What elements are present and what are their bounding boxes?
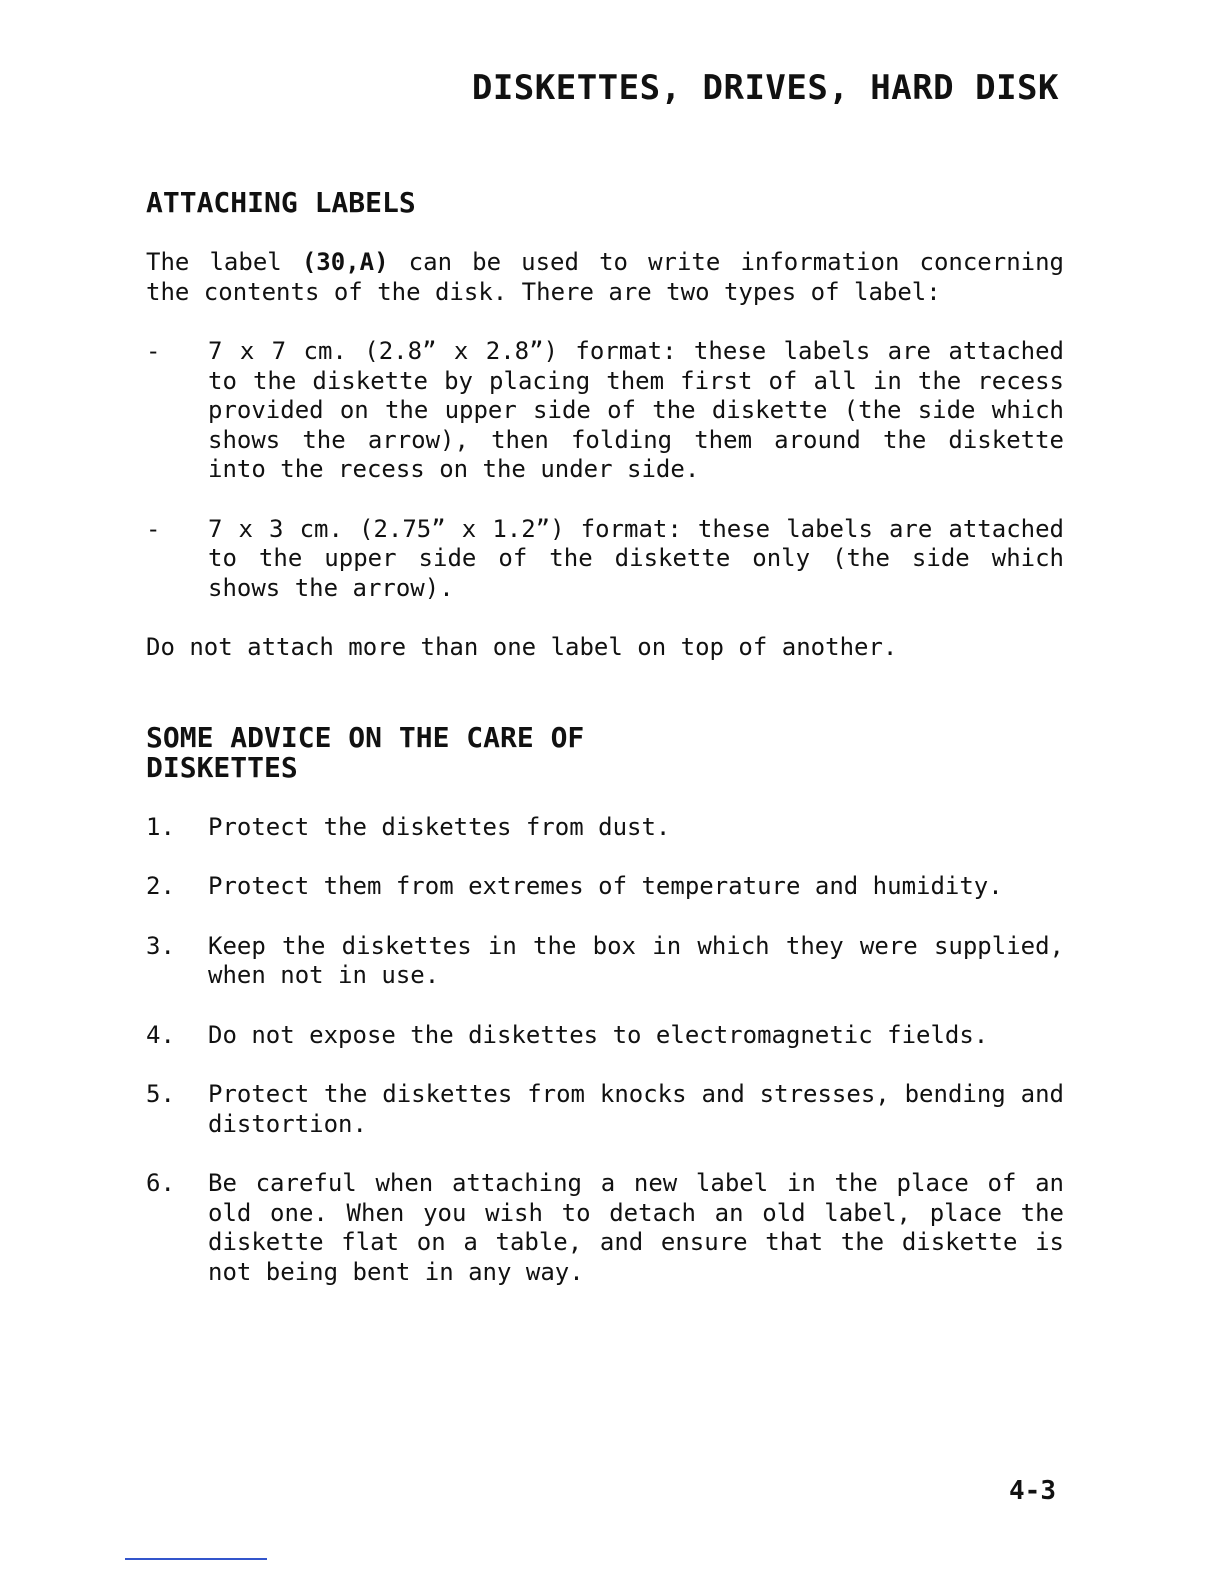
label-format-item — [146, 337, 1064, 485]
item-number: 4. — [146, 1020, 175, 1049]
item-number: 1. — [146, 812, 175, 841]
advice-text: Be careful when attaching a new label in the place of an old one. When you wish to detach an old label, place the diskette flat on a table, and ensure that the diskette is not being bent in any way. — [208, 1169, 1064, 1286]
intro-paragraph — [146, 248, 1064, 307]
label-format-text: 7 x 7 cm. (2.8” x 2.8”) format: these labels are attached to the diskette by placing them first of all in the recess provided on the upper side of the diskette (the side which shows the arrow), then folding them around the diskette into the recess on the under side. — [208, 337, 1064, 483]
item-number: 5. — [146, 1080, 175, 1108]
section-title-attaching-labels: ATTACHING LABELS — [146, 186, 416, 219]
advice-item — [146, 932, 1064, 991]
closing-note: Do not attach more than one label on top of another. — [146, 633, 898, 661]
bullet-marker: - — [146, 337, 161, 365]
label-format-text: 7 x 3 cm. (2.75” x 1.2”) format: these labels are attached to the upper side of the diskette only (the side which shows the arrow). — [208, 514, 1064, 602]
section-title-line: DISKETTES — [146, 750, 298, 784]
advice-text: Do not expose the diskettes to electromagnetic fields. — [208, 1020, 989, 1049]
intro-text-end: can be used to write information concerning the contents of the disk. There are two types of label: — [146, 248, 1065, 306]
advice-item — [146, 1021, 1064, 1051]
item-number: 6. — [146, 1169, 175, 1197]
page-number: 4-3 — [1009, 1476, 1056, 1506]
section-title-care-of-diskettes — [146, 720, 1064, 784]
advice-text: Protect them from extremes of temperature and humidity. — [208, 872, 1003, 900]
advice-item — [146, 1169, 1064, 1287]
page-content — [146, 188, 1064, 1287]
item-number: 3. — [146, 931, 175, 960]
advice-item — [146, 1080, 1064, 1139]
advice-text: Protect the diskettes from knocks and stresses, bending and distortion. — [208, 1080, 1064, 1138]
bullet-marker: - — [146, 514, 161, 543]
running-header: DISKETTES, DRIVES, HARD DISK — [471, 68, 1059, 108]
item-number: 2. — [146, 872, 175, 900]
figure-reference: (30,A) — [301, 248, 389, 276]
bottom-rule — [125, 1558, 267, 1560]
section-title-line: SOME ADVICE ON THE CARE OF — [146, 720, 585, 754]
advice-text: Protect the diskettes from dust. — [208, 812, 671, 841]
intro-text-start: The label — [146, 248, 302, 276]
advice-item — [146, 813, 1064, 843]
advice-item — [146, 872, 1064, 902]
advice-text: Keep the diskettes in the box in which they were supplied, when not in use. — [208, 931, 1064, 989]
label-format-item — [146, 515, 1064, 604]
